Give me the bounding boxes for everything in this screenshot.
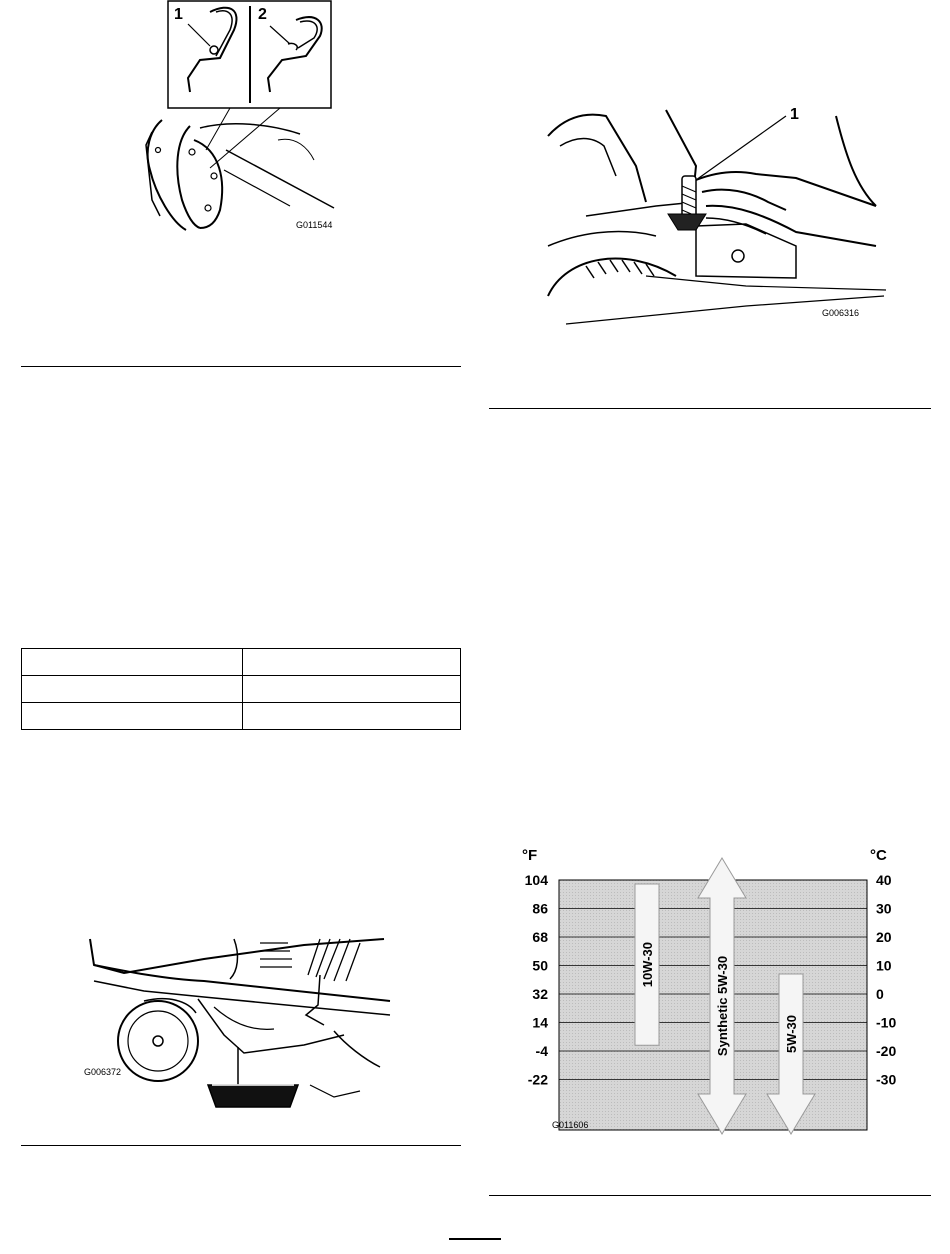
- divider-rule: [21, 1145, 461, 1146]
- left-tick-label: 68: [532, 929, 548, 945]
- left-tick-label: 50: [532, 957, 548, 974]
- left-tick-label: 86: [532, 900, 548, 917]
- viscosity-bar-label: 10W-30: [640, 942, 655, 988]
- right-tick-label: 0: [876, 986, 884, 1002]
- page-number-rule: [449, 1238, 501, 1240]
- divider-rule: [489, 1195, 931, 1196]
- left-tick-label: 14: [532, 1014, 548, 1031]
- right-tick-label: 30: [876, 900, 892, 917]
- right-tick-label: -10: [876, 1014, 897, 1031]
- viscosity-bar-label: 5W-30: [784, 1015, 799, 1054]
- figure-2-code: G006316: [822, 308, 860, 318]
- figure-3-code: G006372: [84, 1067, 122, 1077]
- right-tick-label: 10: [876, 957, 892, 974]
- table-row: [22, 649, 461, 676]
- right-tick-label: -30: [876, 1071, 897, 1088]
- table-cell: [22, 703, 243, 730]
- left-tick-label: 32: [532, 986, 548, 1002]
- figure-1-code: G011544: [296, 220, 333, 230]
- table-cell: [243, 676, 461, 703]
- right-unit-label: °C: [870, 847, 887, 864]
- right-tick-label: -20: [876, 1043, 897, 1059]
- figure-4-code: G011606: [552, 1120, 589, 1130]
- viscosity-bar-label: Synthetic 5W-30: [715, 955, 730, 1057]
- left-tick-label: -22: [527, 1071, 548, 1088]
- figure-1-callout-2: 2: [258, 6, 267, 23]
- table-row: [22, 703, 461, 730]
- left-tick-label: -4: [535, 1043, 548, 1059]
- divider-rule: [21, 366, 461, 367]
- table-cell: [243, 703, 461, 730]
- spec-table: [21, 648, 461, 730]
- divider-rule: [489, 408, 931, 409]
- figure-1-illustration: [130, 0, 370, 240]
- figure-2-callout-1: 1: [790, 106, 799, 123]
- figure-2-illustration: [546, 106, 886, 328]
- table-cell: [22, 649, 243, 676]
- table-row: [22, 676, 461, 703]
- figure-3-illustration: [84, 935, 394, 1115]
- table-cell: [243, 649, 461, 676]
- right-tick-label: 20: [876, 929, 892, 945]
- oil-viscosity-chart: [500, 838, 920, 1138]
- left-tick-label: 104: [524, 872, 548, 888]
- left-unit-label: °F: [522, 847, 538, 864]
- table-cell: [22, 676, 243, 703]
- right-tick-label: 40: [876, 872, 892, 888]
- figure-1-callout-1: 1: [174, 6, 183, 23]
